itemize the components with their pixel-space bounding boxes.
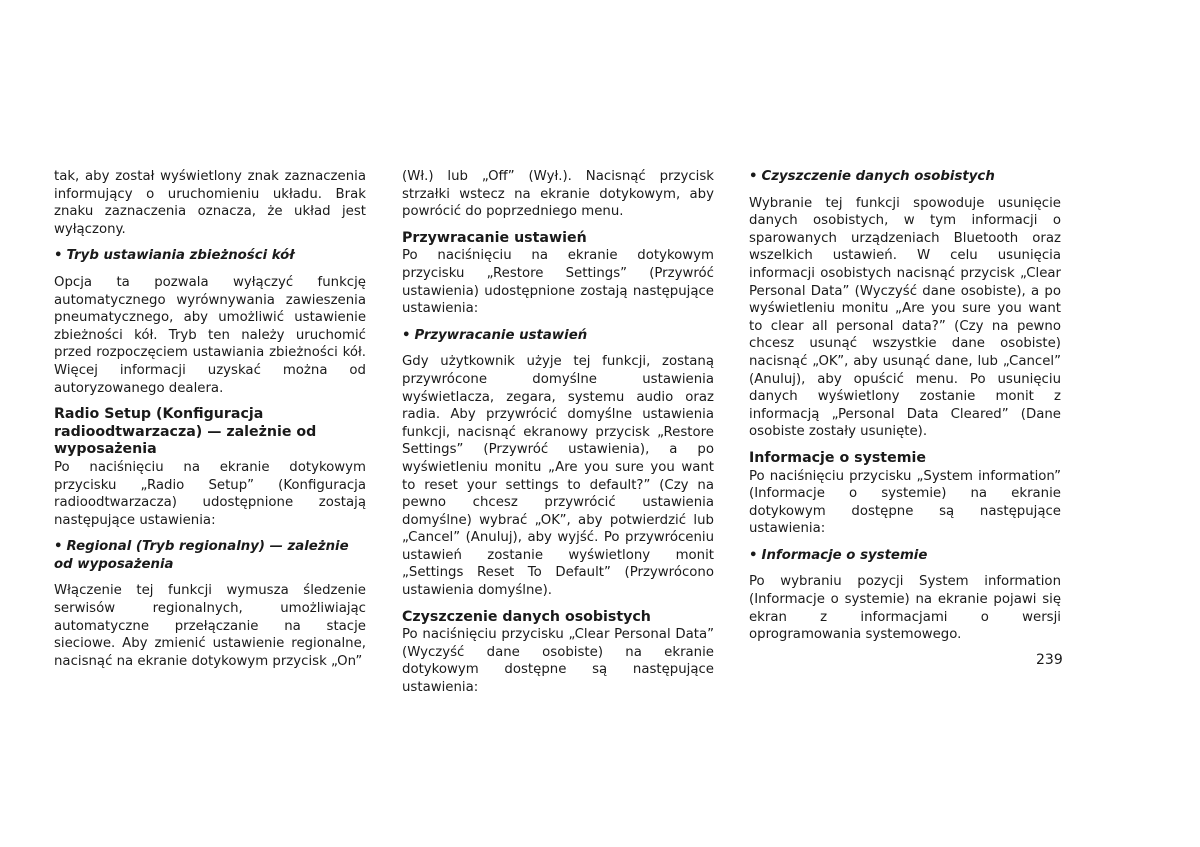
column-right (749, 168, 1061, 653)
paragraph: Po naciśnięciu przycisku „System information” (Informacje o systemie) na ekranie dotykowym dostępne są następujące ustawienia: (749, 468, 1061, 537)
paragraph: Po naciśnięciu przycisku „Clear Personal Data” (Wyczyść dane osobiste) na ekranie dotykowym dostępne są następujące ustawienia: (402, 627, 714, 696)
bullet-icon: • (749, 169, 758, 184)
paragraph: Gdy użytkownik użyje tej funkcji, zostaną przywrócone domyślne ustawienia wyświetlacza, zegara, systemu audio oraz radia. Aby przywrócić domyślne ustawienia funkcji, nacisnąć ekranowy przycisk „Restore Settings” (Przywróć ustawienia), a po wyświetleniu monitu „Are you sure you want to reset your settings to default?” (Czy na pewno chcesz przywrócić ustawienia domyślne) wybrać „OK”, aby potwierdzić lub „Cancel” (Anuluj), aby wyjść. Po przywróceniu ustawień zostanie wyświetlony monit „Settings Reset To Default” (Przywrócono ustawienia domyślne). (402, 354, 714, 599)
section-heading-radio-setup: Radio Setup (Konfiguracja radioodtwarzacza) — zależnie od wyposażenia (54, 406, 317, 458)
paragraph: Po naciśnięciu na ekranie dotykowym przycisku „Radio Setup” (Konfiguracja radioodtwarzacza) udostępnione zostają następujące ustawienia: (54, 459, 366, 528)
bullet-heading-regional (54, 538, 366, 573)
bullet-icon: • (54, 248, 63, 264)
bullet-label: Czyszczenie danych osobistych (761, 169, 995, 184)
bullet-label: Tryb ustawiania zbieżności kół (66, 248, 295, 264)
paragraph: Wybranie tej funkcji spowoduje usunięcie danych osobistych, w tym informacji o sparowanych urządzeniach Bluetooth oraz wszelkich ustawień. W celu usunięcia informacji osobistych nacisnąć przycisk „Clear Personal Data” (Wyczyść dane osobiste), a po wyświetleniu monitu „Are you sure you want to clear all personal data?” (Czy na pewno chcesz usunąć wszystkie dane osobiste) nacisnąć „OK”, aby usunąć dane, lub „Cancel” (Anuluj), aby opuścić menu. Po usunięciu danych wyświetlony zostanie monit z informacją „Personal Data Cleared” (Dane osobiste zostały usunięte). (749, 195, 1061, 440)
bullet-heading-wheel-alignment (54, 247, 366, 265)
paragraph: tak, aby został wyświetlony znak zaznaczenia informujący o uruchomieniu układu. Brak znaku zaznaczenia oznacza, że układ jest wyłączony. (54, 169, 366, 237)
bullet-heading-restore-settings (402, 327, 714, 345)
section-heading-system-information: Informacje o systemie (749, 449, 926, 466)
bullet-icon: • (54, 539, 63, 555)
bullet-icon: • (749, 547, 758, 563)
paragraph: Włączenie tej funkcji wymusza śledzenie serwisów regionalnych, umożliwiając automatyczne przełączanie na stacje sieciowe. Aby zmienić ustawienie regionalne, nacisnąć na ekranie dotykowym przycisk „On” (54, 583, 366, 669)
bullet-label: Informacje o systemie (761, 547, 928, 563)
section-heading-restore-settings: Przywracanie ustawień (402, 229, 587, 246)
bullet-label: Regional (Tryb regionalny) — zależnie od wyposażenia (54, 539, 349, 572)
column-left (54, 168, 366, 679)
paragraph: Opcja ta pozwala wyłączyć funkcję automatycznego wyrównywania zawieszenia pneumatycznego, aby umożliwić ustawienie zbieżności kół. Tryb ten należy uruchomić przed rozpoczęciem ustawiania zbieżności kół. Więcej informacji uzyskać można od autoryzowanego dealera. (54, 274, 366, 396)
paragraph: Po naciśnięciu na ekranie dotykowym przycisku „Restore Settings” (Przywróć ustawienia) udostępnione zostają następujące ustawienia: (402, 248, 714, 317)
bullet-heading-system-information (749, 547, 1061, 565)
bullet-heading-clear-personal-data (749, 168, 1061, 186)
paragraph: (Wł.) lub „Off” (Wył.). Nacisnąć przycisk strzałki wstecz na ekranie dotykowym, aby powrócić do poprzedniego menu. (402, 169, 714, 220)
page-number: 239 (1036, 652, 1063, 668)
column-middle (402, 168, 714, 706)
bullet-icon: • (402, 327, 411, 343)
section-heading-clear-personal-data: Czyszczenie danych osobistych (402, 608, 651, 625)
paragraph: Po wybraniu pozycji System information (Informacje o systemie) na ekranie pojawi się ekran z informacjami o wersji oprogramowania systemowego. (749, 574, 1061, 643)
bullet-label: Przywracanie ustawień (414, 327, 588, 343)
